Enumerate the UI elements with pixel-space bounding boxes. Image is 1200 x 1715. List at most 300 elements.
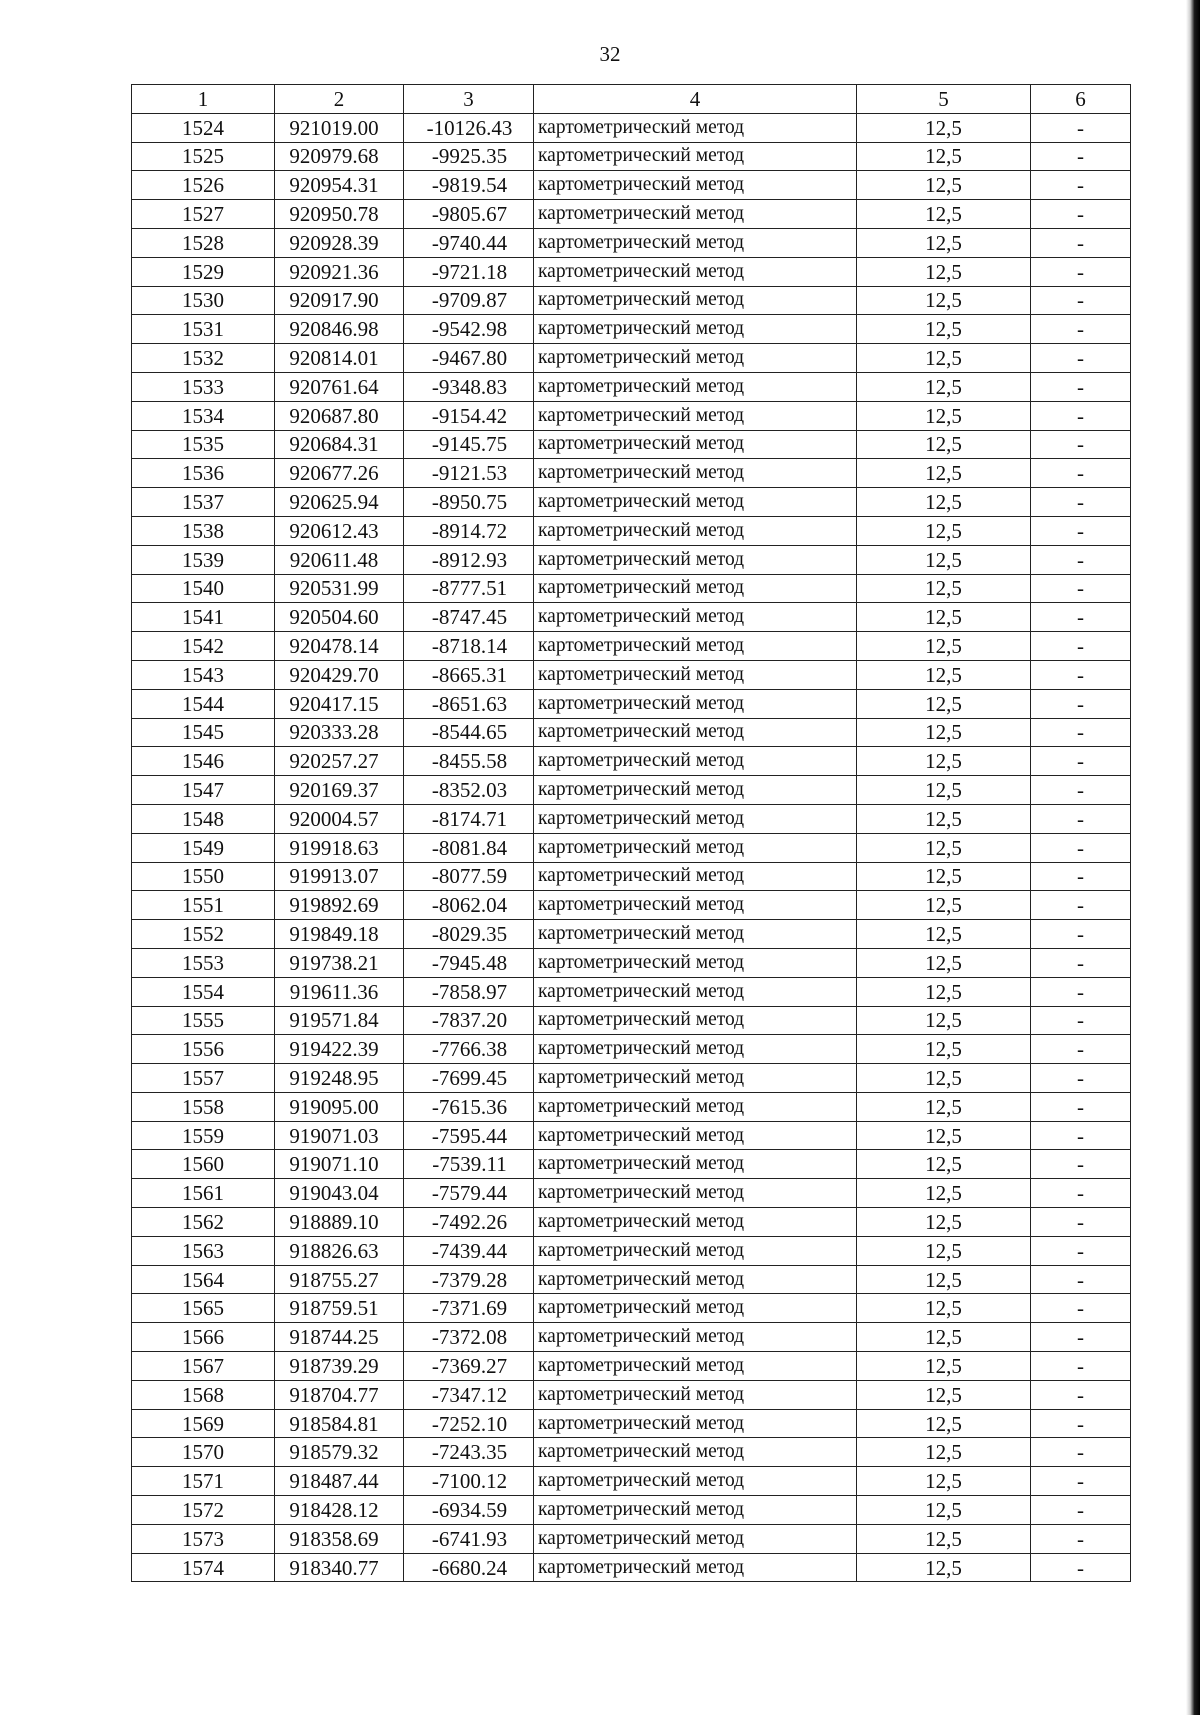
table-row (132, 1496, 1131, 1525)
cell-accuracy: 12,5 (857, 1208, 1031, 1237)
cell-point-number: 1538 (132, 516, 275, 545)
cell-accuracy: 12,5 (857, 747, 1031, 776)
cell-method: картометрический метод (534, 516, 857, 545)
cell-note: - (1031, 1553, 1131, 1582)
cell-coordinate-y: -9121.53 (404, 459, 534, 488)
cell-coordinate-y: -9542.98 (404, 315, 534, 344)
table-row (132, 804, 1131, 833)
cell-point-number: 1534 (132, 401, 275, 430)
cell-method: картометрический метод (534, 1265, 857, 1294)
cell-point-number: 1524 (132, 113, 275, 142)
cell-accuracy: 12,5 (857, 1380, 1031, 1409)
table-row (132, 545, 1131, 574)
cell-accuracy: 12,5 (857, 718, 1031, 747)
cell-note: - (1031, 171, 1131, 200)
cell-point-number: 1540 (132, 574, 275, 603)
cell-method: картометрический метод (534, 1121, 857, 1150)
cell-accuracy: 12,5 (857, 1524, 1031, 1553)
cell-note: - (1031, 1179, 1131, 1208)
cell-coordinate-x: 919071.03 (275, 1121, 404, 1150)
cell-coordinate-x: 918358.69 (275, 1524, 404, 1553)
cell-point-number: 1542 (132, 632, 275, 661)
cell-coordinate-x: 918579.32 (275, 1438, 404, 1467)
cell-accuracy: 12,5 (857, 257, 1031, 286)
cell-method: картометрический метод (534, 1553, 857, 1582)
cell-accuracy: 12,5 (857, 660, 1031, 689)
cell-method: картометрический метод (534, 660, 857, 689)
cell-accuracy: 12,5 (857, 516, 1031, 545)
cell-accuracy: 12,5 (857, 1121, 1031, 1150)
cell-point-number: 1555 (132, 1006, 275, 1035)
cell-coordinate-x: 920257.27 (275, 747, 404, 776)
cell-coordinate-x: 920612.43 (275, 516, 404, 545)
cell-note: - (1031, 257, 1131, 286)
cell-accuracy: 12,5 (857, 862, 1031, 891)
cell-method: картометрический метод (534, 920, 857, 949)
cell-coordinate-y: -7615.36 (404, 1092, 534, 1121)
cell-coordinate-y: -8029.35 (404, 920, 534, 949)
cell-coordinate-x: 919849.18 (275, 920, 404, 949)
cell-point-number: 1551 (132, 891, 275, 920)
cell-coordinate-x: 918704.77 (275, 1380, 404, 1409)
cell-coordinate-x: 920611.48 (275, 545, 404, 574)
cell-coordinate-y: -6934.59 (404, 1496, 534, 1525)
table-row (132, 776, 1131, 805)
cell-coordinate-y: -9467.80 (404, 344, 534, 373)
cell-note: - (1031, 1352, 1131, 1381)
table-row (132, 142, 1131, 171)
cell-note: - (1031, 1092, 1131, 1121)
cell-point-number: 1531 (132, 315, 275, 344)
cell-note: - (1031, 1236, 1131, 1265)
cell-coordinate-x: 920504.60 (275, 603, 404, 632)
table-row (132, 286, 1131, 315)
cell-note: - (1031, 430, 1131, 459)
cell-method: картометрический метод (534, 142, 857, 171)
cell-coordinate-x: 920417.15 (275, 689, 404, 718)
cell-method: картометрический метод (534, 344, 857, 373)
cell-method: картометрический метод (534, 459, 857, 488)
cell-accuracy: 12,5 (857, 1006, 1031, 1035)
cell-accuracy: 12,5 (857, 1409, 1031, 1438)
cell-coordinate-x: 919918.63 (275, 833, 404, 862)
cell-coordinate-y: -7379.28 (404, 1265, 534, 1294)
cell-note: - (1031, 1409, 1131, 1438)
cell-coordinate-x: 919738.21 (275, 948, 404, 977)
cell-note: - (1031, 1121, 1131, 1150)
cell-point-number: 1532 (132, 344, 275, 373)
cell-accuracy: 12,5 (857, 113, 1031, 142)
cell-coordinate-x: 920684.31 (275, 430, 404, 459)
table-row (132, 1208, 1131, 1237)
cell-coordinate-x: 920169.37 (275, 776, 404, 805)
cell-accuracy: 12,5 (857, 171, 1031, 200)
cell-coordinate-y: -8352.03 (404, 776, 534, 805)
table-row (132, 660, 1131, 689)
table-row (132, 948, 1131, 977)
cell-point-number: 1573 (132, 1524, 275, 1553)
cell-coordinate-x: 918584.81 (275, 1409, 404, 1438)
cell-accuracy: 12,5 (857, 632, 1031, 661)
cell-method: картометрический метод (534, 747, 857, 776)
cell-coordinate-x: 920928.39 (275, 228, 404, 257)
cell-note: - (1031, 286, 1131, 315)
cell-coordinate-y: -7579.44 (404, 1179, 534, 1208)
table-row (132, 747, 1131, 776)
cell-coordinate-x: 918759.51 (275, 1294, 404, 1323)
cell-accuracy: 12,5 (857, 977, 1031, 1006)
cell-method: картометрический метод (534, 1208, 857, 1237)
table-row (132, 459, 1131, 488)
cell-coordinate-x: 921019.00 (275, 113, 404, 142)
cell-point-number: 1543 (132, 660, 275, 689)
header-col-1: 1 (132, 85, 275, 114)
table-row (132, 891, 1131, 920)
cell-coordinate-y: -7252.10 (404, 1409, 534, 1438)
cell-coordinate-x: 919892.69 (275, 891, 404, 920)
cell-coordinate-x: 920429.70 (275, 660, 404, 689)
table-row (132, 920, 1131, 949)
cell-coordinate-y: -7439.44 (404, 1236, 534, 1265)
table-row (132, 1409, 1131, 1438)
cell-method: картометрический метод (534, 891, 857, 920)
cell-accuracy: 12,5 (857, 1294, 1031, 1323)
header-col-5: 5 (857, 85, 1031, 114)
cell-coordinate-y: -8777.51 (404, 574, 534, 603)
cell-method: картометрический метод (534, 1035, 857, 1064)
cell-method: картометрический метод (534, 1467, 857, 1496)
cell-method: картометрический метод (534, 574, 857, 603)
cell-note: - (1031, 1496, 1131, 1525)
cell-note: - (1031, 776, 1131, 805)
table-row (132, 1380, 1131, 1409)
cell-accuracy: 12,5 (857, 1064, 1031, 1093)
cell-coordinate-y: -8912.93 (404, 545, 534, 574)
cell-point-number: 1541 (132, 603, 275, 632)
cell-accuracy: 12,5 (857, 315, 1031, 344)
cell-coordinate-x: 920846.98 (275, 315, 404, 344)
cell-coordinate-x: 918739.29 (275, 1352, 404, 1381)
cell-method: картометрический метод (534, 372, 857, 401)
table-row (132, 516, 1131, 545)
cell-method: картометрический метод (534, 1524, 857, 1553)
cell-coordinate-x: 919571.84 (275, 1006, 404, 1035)
cell-coordinate-y: -9721.18 (404, 257, 534, 286)
cell-note: - (1031, 1294, 1131, 1323)
cell-method: картометрический метод (534, 689, 857, 718)
cell-method: картометрический метод (534, 1064, 857, 1093)
cell-accuracy: 12,5 (857, 488, 1031, 517)
cell-note: - (1031, 948, 1131, 977)
cell-coordinate-x: 920979.68 (275, 142, 404, 171)
cell-note: - (1031, 574, 1131, 603)
cell-method: картометрический метод (534, 401, 857, 430)
cell-coordinate-y: -7858.97 (404, 977, 534, 1006)
cell-note: - (1031, 977, 1131, 1006)
cell-accuracy: 12,5 (857, 574, 1031, 603)
cell-coordinate-x: 920531.99 (275, 574, 404, 603)
table-row (132, 171, 1131, 200)
cell-note: - (1031, 315, 1131, 344)
table-row (132, 1438, 1131, 1467)
cell-coordinate-x: 920921.36 (275, 257, 404, 286)
cell-method: картометрический метод (534, 488, 857, 517)
table-row (132, 1121, 1131, 1150)
cell-note: - (1031, 891, 1131, 920)
cell-method: картометрический метод (534, 286, 857, 315)
cell-accuracy: 12,5 (857, 286, 1031, 315)
cell-point-number: 1562 (132, 1208, 275, 1237)
table-row (132, 1179, 1131, 1208)
cell-note: - (1031, 459, 1131, 488)
cell-point-number: 1554 (132, 977, 275, 1006)
cell-note: - (1031, 632, 1131, 661)
cell-coordinate-x: 918340.77 (275, 1553, 404, 1582)
table-row (132, 200, 1131, 229)
cell-coordinate-y: -7837.20 (404, 1006, 534, 1035)
header-row (132, 85, 1131, 114)
cell-method: картометрический метод (534, 228, 857, 257)
table-row (132, 689, 1131, 718)
cell-accuracy: 12,5 (857, 1236, 1031, 1265)
cell-accuracy: 12,5 (857, 1265, 1031, 1294)
cell-method: картометрический метод (534, 113, 857, 142)
cell-accuracy: 12,5 (857, 833, 1031, 862)
cell-coordinate-y: -9348.83 (404, 372, 534, 401)
cell-note: - (1031, 1323, 1131, 1352)
cell-coordinate-x: 918889.10 (275, 1208, 404, 1237)
cell-accuracy: 12,5 (857, 1438, 1031, 1467)
table-row (132, 1265, 1131, 1294)
header-col-4: 4 (534, 85, 857, 114)
table-row (132, 430, 1131, 459)
cell-method: картометрический метод (534, 545, 857, 574)
cell-coordinate-y: -8718.14 (404, 632, 534, 661)
cell-note: - (1031, 689, 1131, 718)
cell-coordinate-y: -9819.54 (404, 171, 534, 200)
cell-coordinate-y: -7766.38 (404, 1035, 534, 1064)
table-row (132, 603, 1131, 632)
cell-method: картометрический метод (534, 1409, 857, 1438)
cell-coordinate-x: 918744.25 (275, 1323, 404, 1352)
cell-coordinate-y: -7492.26 (404, 1208, 534, 1237)
cell-note: - (1031, 1208, 1131, 1237)
cell-point-number: 1536 (132, 459, 275, 488)
cell-method: картометрический метод (534, 833, 857, 862)
cell-coordinate-y: -7595.44 (404, 1121, 534, 1150)
cell-coordinate-x: 920333.28 (275, 718, 404, 747)
cell-method: картометрический метод (534, 171, 857, 200)
cell-note: - (1031, 344, 1131, 373)
cell-method: картометрический метод (534, 862, 857, 891)
cell-coordinate-x: 919043.04 (275, 1179, 404, 1208)
cell-coordinate-y: -7539.11 (404, 1150, 534, 1179)
cell-coordinate-x: 919422.39 (275, 1035, 404, 1064)
cell-coordinate-y: -7699.45 (404, 1064, 534, 1093)
cell-method: картометрический метод (534, 200, 857, 229)
table-row (132, 1092, 1131, 1121)
page-scan-edge (1186, 0, 1200, 1715)
cell-note: - (1031, 833, 1131, 862)
cell-point-number: 1545 (132, 718, 275, 747)
cell-point-number: 1547 (132, 776, 275, 805)
cell-point-number: 1558 (132, 1092, 275, 1121)
table-row (132, 315, 1131, 344)
table-row (132, 833, 1131, 862)
cell-note: - (1031, 228, 1131, 257)
cell-point-number: 1565 (132, 1294, 275, 1323)
table-row (132, 1323, 1131, 1352)
cell-accuracy: 12,5 (857, 545, 1031, 574)
table-row (132, 718, 1131, 747)
cell-point-number: 1569 (132, 1409, 275, 1438)
cell-accuracy: 12,5 (857, 430, 1031, 459)
table-row (132, 1035, 1131, 1064)
cell-method: картометрический метод (534, 632, 857, 661)
cell-coordinate-x: 920677.26 (275, 459, 404, 488)
table-row (132, 1006, 1131, 1035)
cell-method: картометрический метод (534, 1352, 857, 1381)
cell-note: - (1031, 1064, 1131, 1093)
cell-point-number: 1561 (132, 1179, 275, 1208)
cell-coordinate-y: -8081.84 (404, 833, 534, 862)
page-number: 32 (599, 42, 621, 66)
cell-point-number: 1568 (132, 1380, 275, 1409)
cell-method: картометрический метод (534, 1006, 857, 1035)
cell-method: картометрический метод (534, 1092, 857, 1121)
cell-note: - (1031, 488, 1131, 517)
cell-coordinate-x: 919611.36 (275, 977, 404, 1006)
table-row (132, 1352, 1131, 1381)
cell-accuracy: 12,5 (857, 200, 1031, 229)
cell-note: - (1031, 1150, 1131, 1179)
cell-point-number: 1563 (132, 1236, 275, 1265)
cell-method: картометрический метод (534, 430, 857, 459)
cell-accuracy: 12,5 (857, 459, 1031, 488)
cell-accuracy: 12,5 (857, 1553, 1031, 1582)
cell-accuracy: 12,5 (857, 891, 1031, 920)
cell-note: - (1031, 1524, 1131, 1553)
cell-method: картометрический метод (534, 315, 857, 344)
cell-accuracy: 12,5 (857, 603, 1031, 632)
cell-coordinate-y: -9709.87 (404, 286, 534, 315)
cell-point-number: 1544 (132, 689, 275, 718)
cell-coordinate-y: -7100.12 (404, 1467, 534, 1496)
cell-coordinate-y: -7371.69 (404, 1294, 534, 1323)
cell-point-number: 1564 (132, 1265, 275, 1294)
cell-note: - (1031, 718, 1131, 747)
cell-point-number: 1560 (132, 1150, 275, 1179)
cell-method: картометрический метод (534, 1438, 857, 1467)
cell-note: - (1031, 1006, 1131, 1035)
cell-accuracy: 12,5 (857, 948, 1031, 977)
cell-coordinate-y: -8950.75 (404, 488, 534, 517)
cell-coordinate-x: 920687.80 (275, 401, 404, 430)
header-col-3: 3 (404, 85, 534, 114)
cell-accuracy: 12,5 (857, 1467, 1031, 1496)
cell-method: картометрический метод (534, 804, 857, 833)
cell-accuracy: 12,5 (857, 1179, 1031, 1208)
cell-note: - (1031, 113, 1131, 142)
cell-accuracy: 12,5 (857, 228, 1031, 257)
cell-note: - (1031, 516, 1131, 545)
cell-point-number: 1537 (132, 488, 275, 517)
table-row (132, 1467, 1131, 1496)
cell-coordinate-y: -9740.44 (404, 228, 534, 257)
table-row (132, 228, 1131, 257)
cell-method: картометрический метод (534, 776, 857, 805)
table-row (132, 488, 1131, 517)
cell-note: - (1031, 1438, 1131, 1467)
cell-coordinate-x: 918428.12 (275, 1496, 404, 1525)
table-row (132, 401, 1131, 430)
cell-coordinate-x: 920004.57 (275, 804, 404, 833)
cell-coordinate-y: -9145.75 (404, 430, 534, 459)
cell-method: картометрический метод (534, 948, 857, 977)
cell-point-number: 1572 (132, 1496, 275, 1525)
cell-method: картометрический метод (534, 603, 857, 632)
cell-point-number: 1533 (132, 372, 275, 401)
cell-method: картометрический метод (534, 1236, 857, 1265)
cell-point-number: 1574 (132, 1553, 275, 1582)
cell-note: - (1031, 200, 1131, 229)
cell-coordinate-y: -7243.35 (404, 1438, 534, 1467)
cell-note: - (1031, 142, 1131, 171)
table-row (132, 1294, 1131, 1323)
cell-coordinate-y: -8651.63 (404, 689, 534, 718)
cell-point-number: 1525 (132, 142, 275, 171)
cell-coordinate-y: -8544.65 (404, 718, 534, 747)
coordinates-table (131, 84, 1131, 1582)
cell-accuracy: 12,5 (857, 1323, 1031, 1352)
cell-note: - (1031, 920, 1131, 949)
header-col-2: 2 (275, 85, 404, 114)
cell-point-number: 1552 (132, 920, 275, 949)
cell-coordinate-x: 919913.07 (275, 862, 404, 891)
cell-coordinate-y: -7347.12 (404, 1380, 534, 1409)
cell-point-number: 1571 (132, 1467, 275, 1496)
cell-point-number: 1549 (132, 833, 275, 862)
cell-coordinate-y: -8062.04 (404, 891, 534, 920)
cell-coordinate-x: 920761.64 (275, 372, 404, 401)
cell-coordinate-x: 919248.95 (275, 1064, 404, 1093)
cell-accuracy: 12,5 (857, 1150, 1031, 1179)
table-header (132, 85, 1131, 114)
cell-coordinate-y: -8665.31 (404, 660, 534, 689)
cell-coordinate-y: -9805.67 (404, 200, 534, 229)
cell-point-number: 1548 (132, 804, 275, 833)
cell-method: картометрический метод (534, 1150, 857, 1179)
cell-coordinate-y: -8455.58 (404, 747, 534, 776)
cell-note: - (1031, 1265, 1131, 1294)
table-row (132, 1553, 1131, 1582)
cell-point-number: 1559 (132, 1121, 275, 1150)
cell-accuracy: 12,5 (857, 1092, 1031, 1121)
cell-note: - (1031, 372, 1131, 401)
cell-accuracy: 12,5 (857, 372, 1031, 401)
cell-accuracy: 12,5 (857, 344, 1031, 373)
cell-accuracy: 12,5 (857, 689, 1031, 718)
table-row (132, 257, 1131, 286)
cell-accuracy: 12,5 (857, 1352, 1031, 1381)
cell-note: - (1031, 1467, 1131, 1496)
cell-coordinate-x: 920478.14 (275, 632, 404, 661)
cell-coordinate-y: -7945.48 (404, 948, 534, 977)
cell-note: - (1031, 862, 1131, 891)
cell-point-number: 1527 (132, 200, 275, 229)
table-row (132, 113, 1131, 142)
table-row (132, 632, 1131, 661)
